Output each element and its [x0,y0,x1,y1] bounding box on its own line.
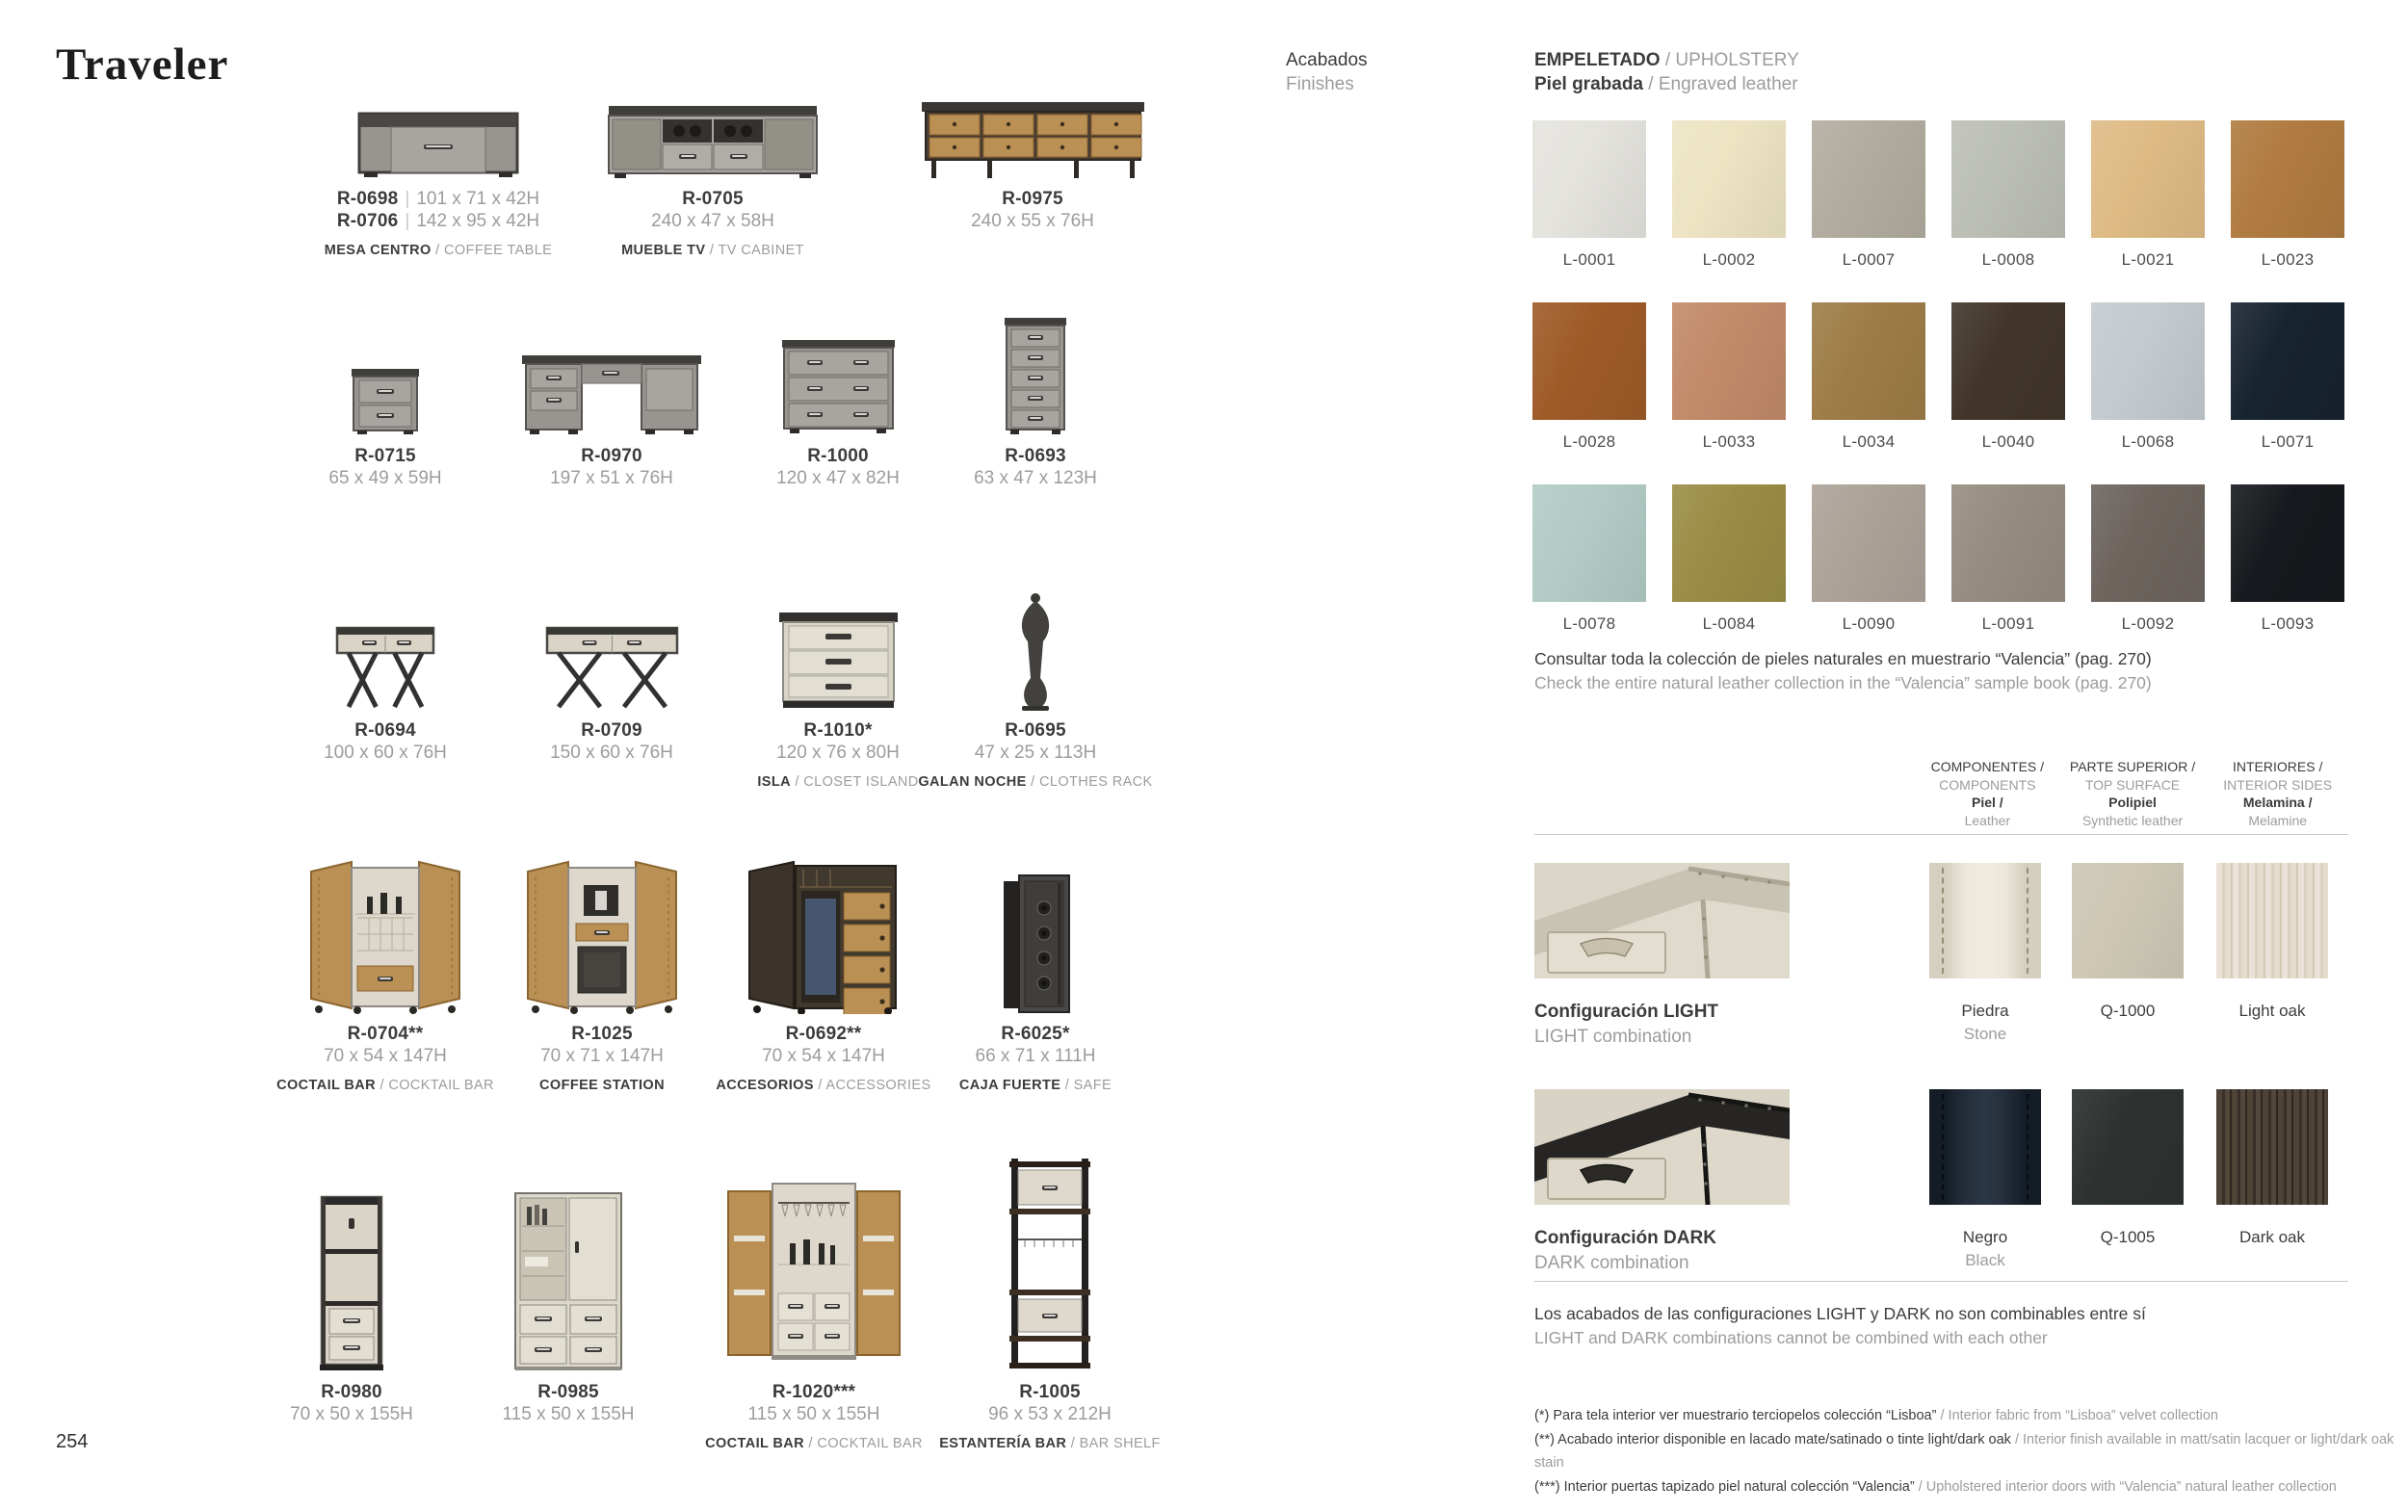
leather-swatch-label: L-0034 [1842,432,1896,451]
product-r1005 [923,1175,1177,1455]
upholstery-heading-es: EMPELETADO [1534,50,1661,70]
footnote-2: (***) Interior puertas tapizado piel natural colección “Valencia” / Upholstered interior doors with “Valencia” natural leather collection [1534,1478,2337,1495]
product-label-r1000: R-1000 120 x 47 x 82H [776,446,900,488]
leather-swatch-cell-l-0034 [1812,302,1925,452]
config-light-swatch-label-light-oak: Light oak [2238,1002,2306,1020]
leather-swatch-label: L-0084 [1702,614,1756,633]
valencia-note [1534,647,2152,695]
product-r0705 [586,94,840,262]
divider-rule-bottom [1534,1281,2348,1282]
leather-swatch-l-0084 [1672,484,1786,602]
product-r0693 [908,313,1163,489]
config-light-caption: Configuración LIGHT LIGHT combination [1534,1002,1719,1047]
leather-type-es: Piel grabada [1534,74,1643,94]
leather-swatch-cell-l-0084 [1672,484,1786,634]
valencia-note-en: Check the entire natural leather collection in the “Valencia” sample book (pag. 270) [1534,673,2152,692]
leather-swatch-label: L-0023 [2261,250,2315,269]
product-label-r0693: R-0693 63 x 47 x 123H [974,446,1097,488]
product-image-r0970 [484,313,739,436]
product-image-r0698 [311,94,565,179]
product-image-r0705 [586,94,840,179]
product-label-r0694: R-0694 100 x 60 x 76H [324,720,447,763]
leather-swatch-l-0033 [1672,302,1786,420]
config-light-swatch-piedra [1929,863,2041,978]
product-image-r0709 [484,587,739,711]
product-label-r0970: R-0970 197 x 51 x 76H [550,446,673,488]
product-r0975 [905,94,1160,232]
finishes-heading-en: Finishes [1286,74,1354,94]
config-dark-swatch-label-q-1005: Q-1005 [2100,1228,2156,1246]
spec-columns [1915,758,2350,829]
leather-swatch-l-0068 [2091,302,2205,420]
leather-swatch-cell-l-0001 [1532,120,1646,270]
leather-swatch-label: L-0021 [2121,250,2175,269]
config-light-swatch-q-1000 [2072,863,2184,978]
page-title: Traveler [56,39,229,90]
leather-swatch-label: L-0002 [1702,250,1756,269]
product-image-r0695 [908,587,1163,711]
finishes-heading [1286,48,1368,96]
config-light-swatch-light-oak [2216,863,2328,978]
product-r0695 [908,587,1163,794]
leather-swatch-label: L-0078 [1562,614,1616,633]
config-light-photo [1534,863,1790,978]
product-image-r0715 [258,313,512,436]
leather-swatch-l-0002 [1672,120,1786,238]
product-label-r0980: R-0980 70 x 50 x 155H [290,1382,413,1424]
leather-swatch-cell-l-0092 [2091,484,2205,634]
product-label-r0985: R-0985 115 x 50 x 155H [502,1382,635,1424]
leather-swatch-cell-l-0008 [1951,120,2065,270]
product-label-r1005: R-1005 96 x 53 x 212H ESTANTERÍA BAR / BAR SHELF [939,1382,1161,1451]
upholstery-heading-line2: Piel grabada / Engraved leather [1534,74,1798,94]
leather-swatch-cell-l-0040 [1951,302,2065,452]
leather-swatch-l-0021 [2091,120,2205,238]
leather-swatch-cell-l-0071 [2231,302,2344,452]
product-r1025 [475,855,729,1097]
product-r0709 [484,587,739,764]
stitch-line [2027,1094,2028,1200]
product-image-r1025 [475,855,729,1014]
leather-swatch-l-0001 [1532,120,1646,238]
config-light-swatch-label-piedra: Piedra Stone [1961,1002,2009,1043]
leather-swatch-cell-l-0023 [2231,120,2344,270]
leather-swatch-grid [1532,120,2344,634]
product-image-r1005 [923,1175,1177,1372]
combination-note [1534,1302,2146,1350]
product-image-r0985 [441,1175,695,1372]
leather-swatch-l-0090 [1812,484,1925,602]
product-label-r1020: R-1020*** 115 x 50 x 155H COCTAIL BAR / COCKTAIL BAR [705,1382,923,1451]
combination-note-en: LIGHT and DARK combinations cannot be combined with each other [1534,1328,2048,1347]
config-dark-swatch-label-dark-oak: Dark oak [2238,1228,2306,1246]
leather-swatch-cell-l-0021 [2091,120,2205,270]
upholstery-heading [1534,48,1799,96]
product-label-r0704: R-0704** 70 x 54 x 147H COCTAIL BAR / COCKTAIL BAR [276,1024,494,1093]
upholstery-heading-line1: EMPELETADO / UPHOLSTERY [1534,50,1799,70]
leather-swatch-cell-l-0078 [1532,484,1646,634]
leather-swatch-l-0008 [1951,120,2065,238]
config-dark-swatch-q-1005 [2072,1089,2184,1205]
leather-swatch-label: L-0033 [1702,432,1756,451]
leather-type-en: Engraved leather [1658,74,1798,94]
product-label-r1025: R-1025 70 x 71 x 147H COFFEE STATION [539,1024,665,1093]
leather-swatch-label: L-0091 [1981,614,2035,633]
leather-swatch-l-0007 [1812,120,1925,238]
leather-swatch-label: L-0071 [2261,432,2315,451]
upholstery-heading-en: UPHOLSTERY [1675,50,1799,70]
leather-swatch-cell-l-0091 [1951,484,2065,634]
product-label-r6025: R-6025* 66 x 71 x 111H CAJA FUERTE / SAFE [958,1024,1112,1093]
leather-swatch-label: L-0092 [2121,614,2175,633]
valencia-note-es: Consultar toda la colección de pieles naturales en muestrario “Valencia” (pag. 270) [1534,649,2152,668]
product-image-r0694 [258,587,512,711]
leather-swatch-cell-l-0068 [2091,302,2205,452]
leather-swatch-label: L-0090 [1842,614,1896,633]
leather-swatch-label: L-0008 [1981,250,2035,269]
spec-column-2: INTERIORES / INTERIOR SIDES Melamina / Melamine [2223,759,2333,828]
page-number: 254 [56,1431,89,1452]
product-r0715 [258,313,512,489]
leather-swatch-l-0092 [2091,484,2205,602]
product-label-r0698: R-0698 | 101 x 71 x 42H R-0706 | 142 x 95 x 42H MESA CENTRO / COFFEE TABLE [324,189,553,258]
stitch-line [1942,1094,1944,1200]
config-light-swatch-label-q-1000: Q-1000 [2100,1002,2156,1020]
product-label-r0715: R-0715 65 x 49 x 59H [328,446,442,488]
product-r0698 [311,94,565,262]
spec-column-1: PARTE SUPERIOR / TOP SURFACE Polipiel Synthetic leather [2069,759,2196,828]
product-label-r0705: R-0705 240 x 47 x 58H MUEBLE TV / TV CABINET [621,189,804,258]
leather-swatch-l-0023 [2231,120,2344,238]
product-r0970 [484,313,739,489]
leather-swatch-label: L-0028 [1562,432,1616,451]
leather-swatch-cell-l-0033 [1672,302,1786,452]
product-label-r0709: R-0709 150 x 60 x 76H [550,720,673,763]
product-r0694 [258,587,512,764]
leather-swatch-l-0034 [1812,302,1925,420]
leather-swatch-cell-l-0007 [1812,120,1925,270]
product-image-r6025 [908,855,1163,1014]
leather-swatch-cell-l-0093 [2231,484,2344,634]
product-label-r1010: R-1010* 120 x 76 x 80H ISLA / CLOSET ISLAND [757,720,919,790]
leather-swatch-label: L-0007 [1842,250,1896,269]
config-dark-swatch-negro [1929,1089,2041,1205]
stitch-line [2027,868,2028,974]
leather-swatch-l-0093 [2231,484,2344,602]
footnote-1: (**) Acabado interior disponible en lacado mate/satinado o tinte light/dark oak / Interior finish available in matt/satin lacquer or light/dark oak stain [1534,1431,2395,1471]
product-image-r0975 [905,94,1160,179]
config-dark-swatch-dark-oak [2216,1089,2328,1205]
leather-swatch-label: L-0001 [1562,250,1616,269]
config-dark-caption: Configuración DARK DARK combination [1534,1228,1716,1273]
combination-note-es: Los acabados de las configuraciones LIGHT y DARK no son combinables entre sí [1534,1304,2146,1323]
leather-swatch-l-0091 [1951,484,2065,602]
leather-swatch-label: L-0068 [2121,432,2175,451]
leather-swatch-l-0040 [1951,302,2065,420]
finishes-heading-es: Acabados [1286,50,1368,70]
config-dark-swatch-label-negro: Negro Black [1962,1228,2008,1269]
leather-swatch-label: L-0093 [2261,614,2315,633]
leather-swatch-cell-l-0090 [1812,484,1925,634]
leather-swatch-l-0071 [2231,302,2344,420]
leather-swatch-cell-l-0002 [1672,120,1786,270]
product-r1020 [687,1175,941,1455]
product-label-r0692: R-0692** 70 x 54 x 147H ACCESORIOS / ACCESSORIES [716,1024,931,1093]
leather-swatch-l-0028 [1532,302,1646,420]
divider-rule-top [1534,834,2348,835]
leather-swatch-label: L-0040 [1981,432,2035,451]
config-dark-photo [1534,1089,1790,1205]
product-image-r1020 [687,1175,941,1372]
product-label-r0695: R-0695 47 x 25 x 113H GALAN NOCHE / CLOTHES RACK [918,720,1153,790]
leather-swatch-cell-l-0028 [1532,302,1646,452]
footnote-0: (*) Para tela interior ver muestrario terciopelos colección “Lisboa” / Interior fabric from “Lisboa” velvet collection [1534,1408,2218,1423]
product-r6025 [908,855,1163,1097]
product-image-r0693 [908,313,1163,436]
product-label-r0975: R-0975 240 x 55 x 76H [971,189,1094,231]
spec-column-0: COMPONENTES / COMPONENTS Piel / Leather [1930,759,2045,828]
footnotes [1534,1404,2408,1499]
stitch-line [1942,868,1944,974]
leather-swatch-l-0078 [1532,484,1646,602]
product-r0985 [441,1175,695,1425]
